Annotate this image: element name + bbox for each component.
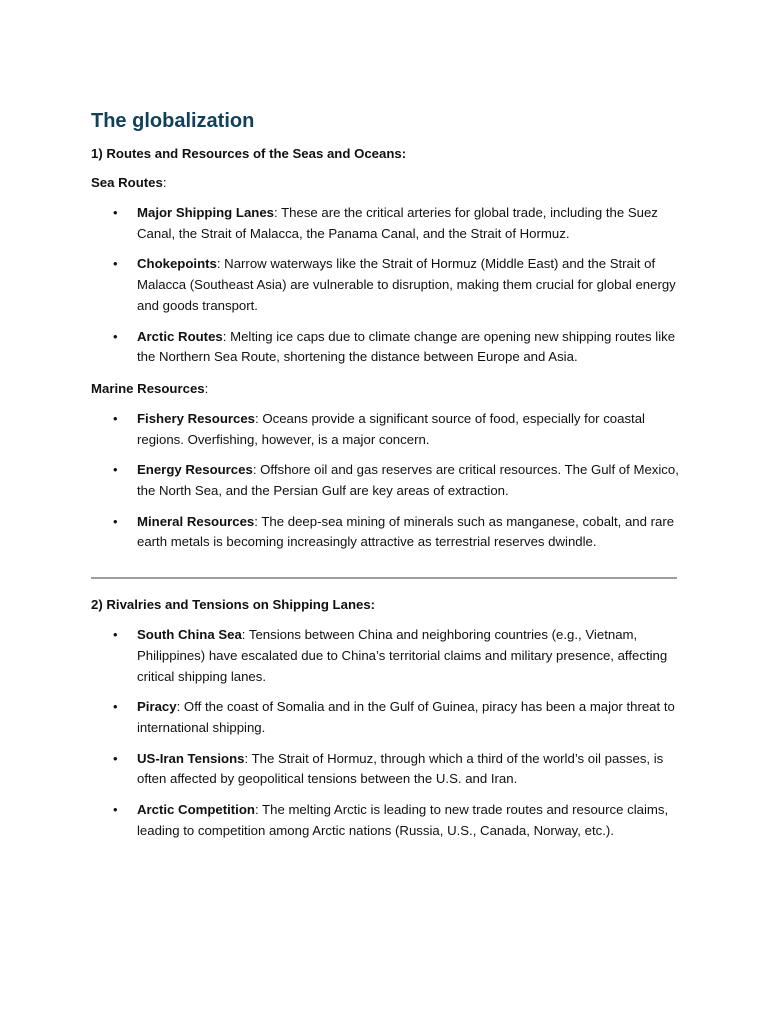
list-item-mineral-resources: [113, 512, 681, 553]
bullet-icon: •: [113, 750, 118, 766]
list-item-arctic-routes: [113, 327, 681, 368]
bullet-icon: •: [113, 802, 118, 818]
list-item-text: : Off the coast of Somalia and in the Gulf of Guinea, piracy has been a major threat to international shipping.: [137, 699, 675, 735]
sea-routes-label: Sea Routes: [91, 175, 163, 190]
bullet-icon: •: [113, 627, 118, 643]
list-item-term: US-Iran Tensions: [137, 750, 245, 766]
list-item-term: Arctic Competition: [137, 802, 255, 818]
list-item-term: Fishery Resources: [137, 410, 256, 426]
sea-routes-list: [91, 203, 681, 368]
list-item-fishery-resources: [113, 409, 681, 450]
document-content: [91, 107, 681, 853]
bullet-icon: •: [113, 513, 118, 529]
list-item-arctic-competition: [113, 800, 681, 841]
list-item-text: : Tensions between China and neighboring countries (e.g., Vietnam, Philippines) have escalated due to China’s territorial claims and military presence, affecting critical shipping lanes.: [137, 627, 668, 684]
list-item-term: South China Sea: [137, 627, 242, 643]
list-item-text: : Narrow waterways like the Strait of Hormuz (Middle East) and the Strait of Malacca (Southeast Asia) are vulnerable to disruption, making them crucial for global energy and goods transport.: [137, 256, 676, 313]
marine-resources-list: [91, 409, 681, 553]
section-2-heading: 2) Rivalries and Tensions on Shipping Lanes:: [91, 597, 376, 613]
bullet-icon: •: [113, 328, 118, 344]
sea-routes-colon: :: [162, 175, 167, 190]
list-item-text: : Melting ice caps due to climate change are opening new shipping routes like the Northern Sea Route, shortening the distance between Europe and Asia.: [137, 328, 676, 365]
document-title: The globalization: [91, 110, 255, 132]
list-item-energy-resources: [113, 460, 681, 501]
list-item-piracy: [113, 697, 681, 738]
list-item-text: : The melting Arctic is leading to new trade routes and resource claims, leading to competition among Arctic nations (Russia, U.S., Canada, Norway, etc.).: [137, 802, 669, 838]
sea-routes-heading: [91, 174, 681, 191]
list-item-chokepoints: [113, 254, 681, 316]
list-item-south-china-sea: [113, 625, 681, 687]
bullet-icon: •: [113, 699, 118, 715]
bullet-icon: •: [113, 256, 118, 272]
marine-resources-label: Marine Resources: [91, 380, 205, 396]
bullet-icon: •: [113, 205, 118, 220]
list-item-us-iran-tensions: [113, 749, 681, 790]
tensions-list: [91, 625, 681, 841]
section-1-heading: 1) Routes and Resources of the Seas and Oceans:: [91, 146, 407, 161]
list-item-term: Mineral Resources: [137, 513, 255, 529]
list-item-text: : Oceans provide a significant source of food, especially for coastal regions. Overfishing, however, is a major concern.: [137, 410, 645, 447]
list-item-text: : Offshore oil and gas reserves are critical resources. The Gulf of Mexico, the North Sea, and the Persian Gulf are key areas of extraction.: [137, 462, 679, 499]
list-item-term: Energy Resources: [137, 462, 253, 478]
list-item-text: : The Strait of Hormuz, through which a third of the world’s oil passes, is often affected by geopolitical tensions between the U.S. and Iran.: [137, 750, 664, 787]
section-divider: [91, 577, 677, 579]
list-item-term: Piracy: [137, 699, 177, 715]
list-item-term: Chokepoints: [137, 256, 217, 272]
list-item-term: Arctic Routes: [137, 328, 223, 344]
list-item-term: Major Shipping Lanes: [137, 205, 275, 220]
list-item-major-shipping-lanes: [113, 203, 681, 244]
list-item-text: : These are the critical arteries for global trade, including the Suez Canal, the Strait of Malacca, the Panama Canal, and the Strait of Hormuz.: [137, 205, 658, 241]
marine-resources-heading: [91, 380, 681, 397]
bullet-icon: •: [113, 410, 118, 426]
marine-resources-colon: :: [204, 380, 209, 396]
list-item-text: : The deep-sea mining of minerals such as manganese, cobalt, and rare earth metals is becoming increasingly attractive as terrestrial reserves dwindle.: [137, 513, 675, 550]
bullet-icon: •: [113, 462, 118, 478]
